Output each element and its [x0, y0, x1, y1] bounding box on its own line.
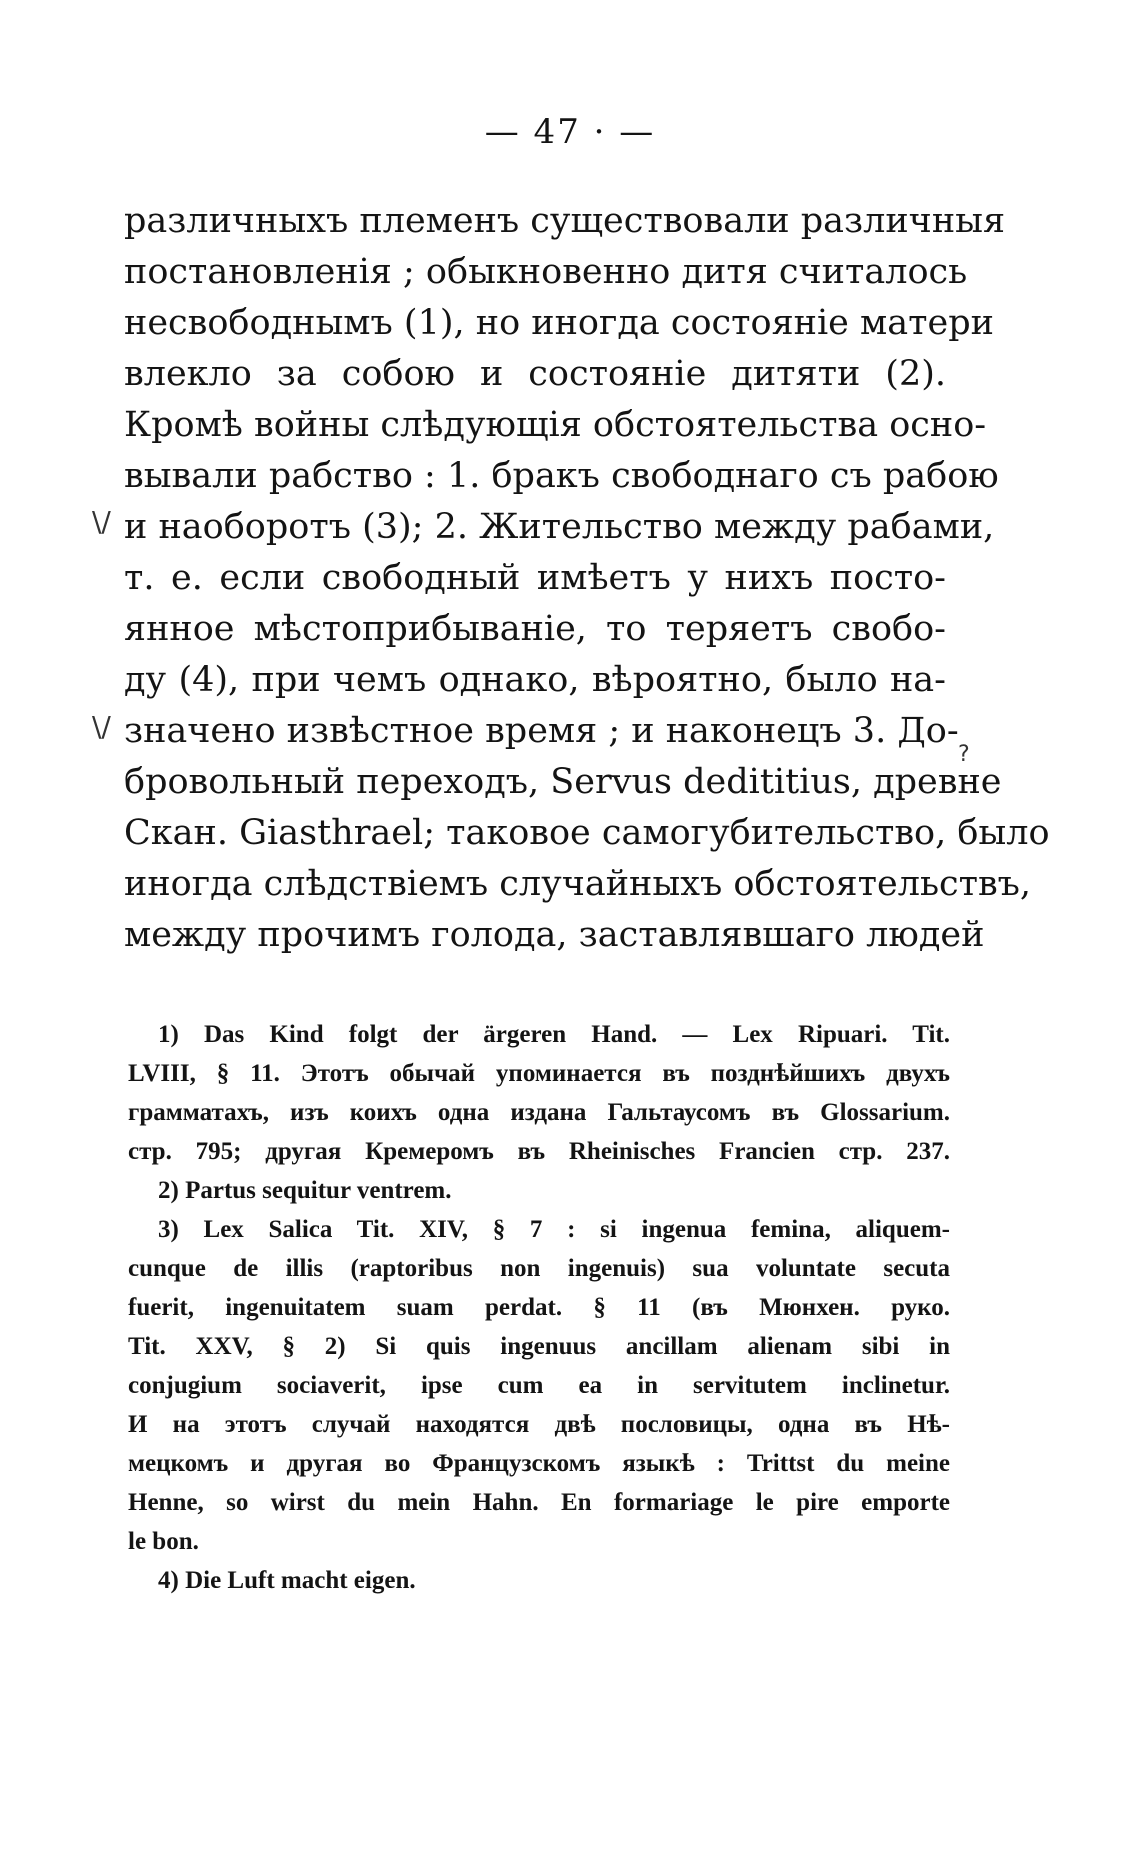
footnote-line: conjugium sociaverit, ipse cum ea in servitutem inclinetur.	[128, 1372, 950, 1399]
footnote-line: cunque de illis (raptoribus non ingenuis) sua voluntate secuta	[128, 1255, 950, 1282]
margin-question-mark: ?	[958, 742, 970, 767]
footnote-line: грамматахъ, изъ коихъ одна издана Гальтаусомъ въ Glossarium.	[128, 1099, 950, 1126]
footnote-line: Henne, so wirst du mein Hahn. En formariage le pire emporte	[128, 1489, 950, 1516]
text-line: различныхъ племенъ существовали различныя	[124, 201, 1006, 241]
footnote-line: 1) Das Kind folgt der ärgeren Hand. — Lex Ripuari. Tit.	[158, 1021, 950, 1048]
text-line: бровольный переходъ, Servus dedititius, древне	[124, 762, 1002, 802]
footnote-line: стр. 795; другая Кремеромъ въ Rheinisches Francien стр. 237.	[128, 1138, 950, 1165]
page-number: — 47 · —	[484, 112, 656, 152]
footnote-line: мецкомъ и другая во Французскомъ языкѣ : Trittst du meine	[128, 1450, 950, 1477]
text-line: влекло за собою и состояніе дитяти (2).	[124, 354, 946, 394]
footnote-line: 3) Lex Salica Tit. XIV, § 7 : si ingenua femina, aliquem-	[158, 1216, 950, 1243]
text-line: и наоборотъ (3); 2. Жительство между рабами,	[124, 507, 995, 547]
footnote-line: 2) Partus sequitur ventrem.	[158, 1177, 452, 1204]
margin-check-mark: \/	[92, 710, 111, 743]
main-text	[124, 196, 1050, 961]
footnotes	[128, 1015, 950, 1600]
text-line: значено извѣстное время ; и наконецъ 3. До-	[124, 711, 959, 751]
text-line: несвободнымъ (1), но иногда состояніе матери	[124, 303, 994, 343]
footnote-line: le bon.	[128, 1528, 199, 1555]
text-line: Скан. Giasthrael; таковое самогубительство, было	[124, 813, 1050, 853]
text-line: янное мѣстоприбываніе, то теряетъ свобо-	[124, 609, 946, 649]
footnote-line: fuerit, ingenuitatem suam perdat. § 11 (въ Мюнхен. руко.	[128, 1294, 950, 1321]
margin-check-mark: \/	[92, 505, 111, 538]
text-line: ду (4), при чемъ однако, вѣроятно, было на-	[124, 660, 946, 700]
text-line: т. е. если свободный имѣетъ у нихъ посто-	[124, 558, 946, 598]
text-line: между прочимъ голода, заставлявшаго людей	[124, 915, 985, 955]
footnote-line: И на этотъ случай находятся двѣ пословицы, одна въ Нѣ-	[128, 1411, 950, 1438]
text-line: иногда слѣдствіемъ случайныхъ обстоятельствъ,	[124, 864, 1032, 904]
footnote-line: Tit. XXV, § 2) Si quis ingenuus ancillam alienam sibi in	[128, 1333, 950, 1360]
text-line: вывали рабство : 1. бракъ свободнаго съ рабою	[124, 456, 999, 496]
footnote-line: LVIII, § 11. Этотъ обычай упоминается въ позднѣйшихъ двухъ	[128, 1060, 950, 1087]
text-line: Кромѣ войны слѣдующія обстоятельства осно-	[124, 405, 987, 445]
footnote-line: 4) Die Luft macht eigen.	[158, 1567, 416, 1594]
text-line: постановленія ; обыкновенно дитя считалось	[124, 252, 968, 292]
